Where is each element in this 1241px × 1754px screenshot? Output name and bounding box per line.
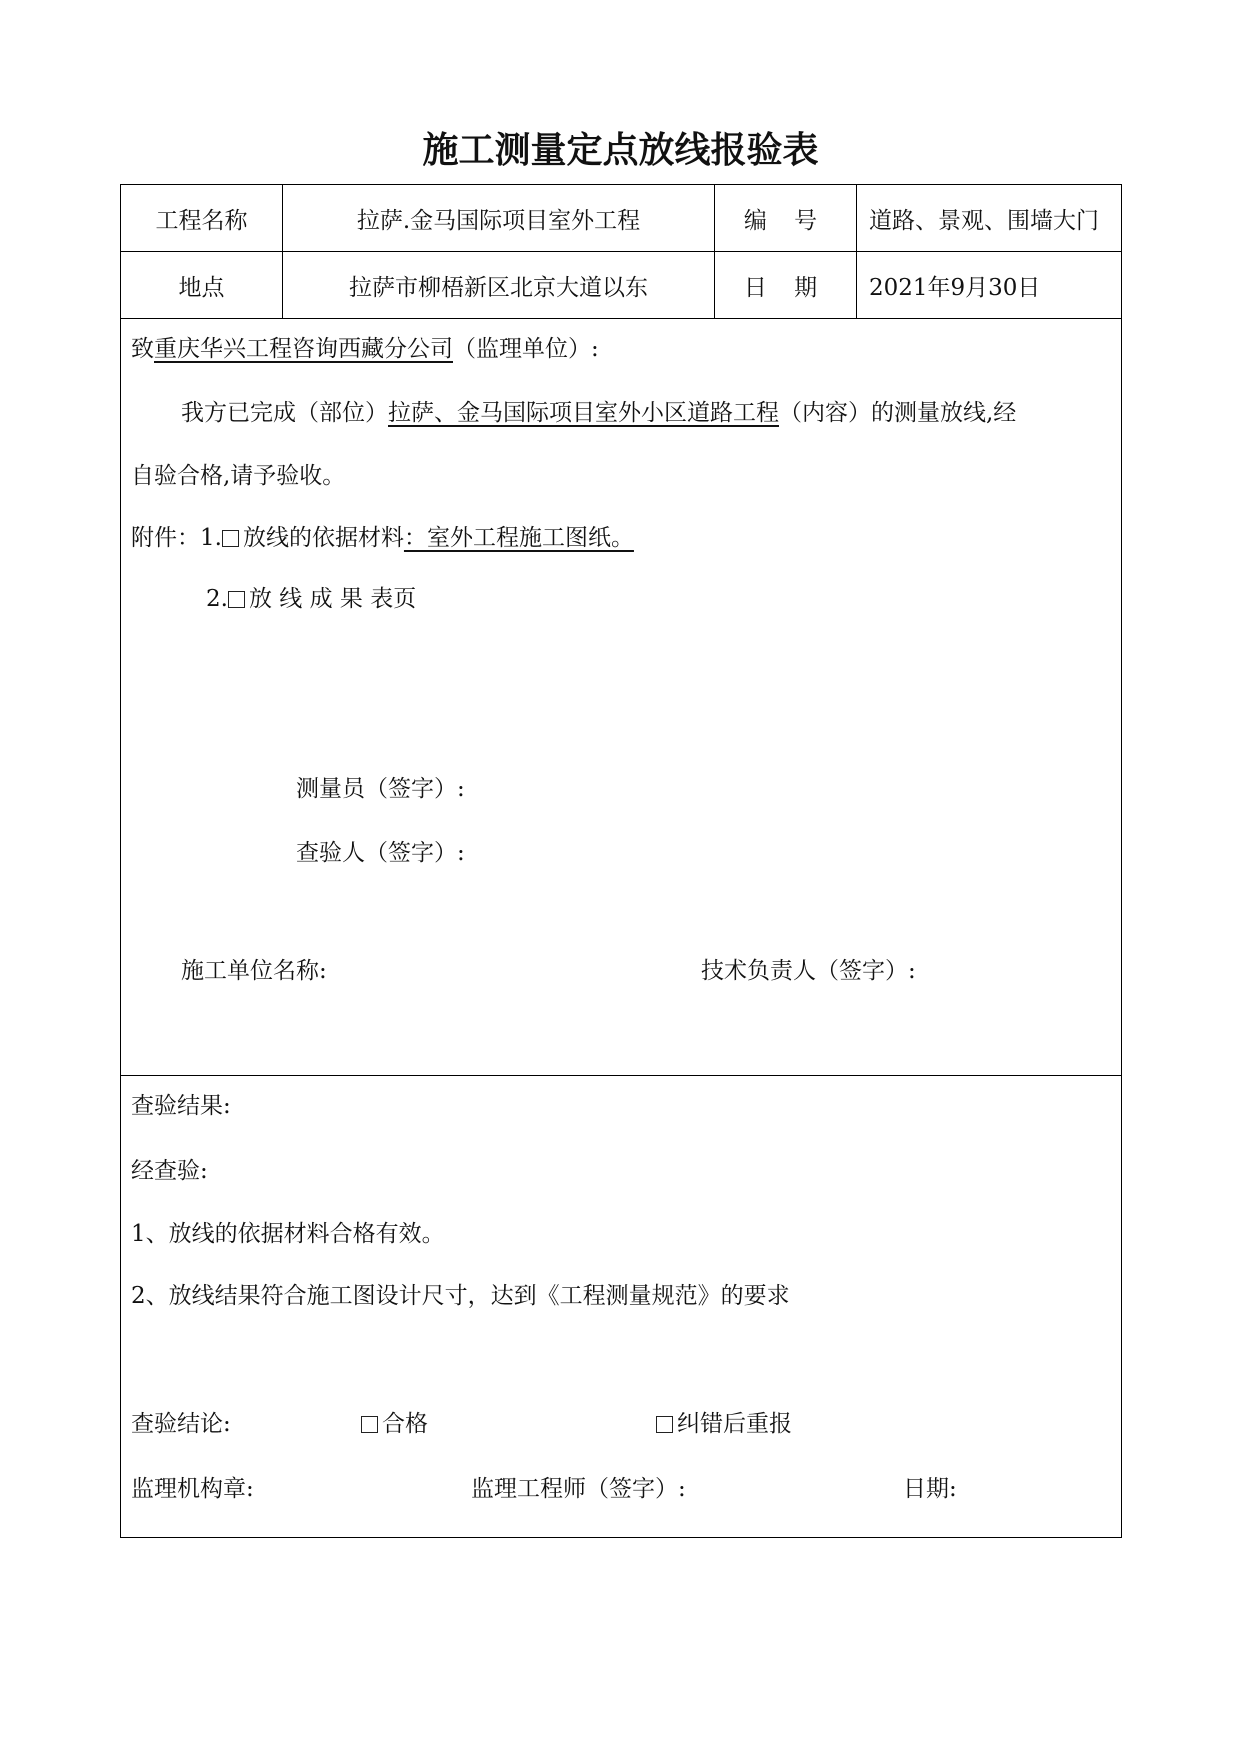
checkbox-results-table[interactable]	[228, 591, 245, 608]
tech-lead-signature: 技术负责人（签字）:	[701, 958, 916, 984]
inspection-form	[120, 184, 1122, 1538]
option-redo[interactable]	[656, 1409, 792, 1439]
header-row-project	[121, 185, 1121, 252]
location-label: 地点	[121, 252, 283, 318]
inspector-signature: 查验人（签字）:	[296, 840, 465, 866]
pass-label: 合格	[382, 1411, 428, 1437]
attachment-1	[131, 523, 634, 553]
date-label: 日 期	[715, 252, 857, 318]
result-heading: 查验结果:	[131, 1093, 231, 1119]
addressee-line	[131, 334, 599, 364]
basis-materials-label: 放线的依据材料	[242, 525, 404, 551]
header-row-location	[121, 252, 1121, 319]
form-title: 施工测量定点放线报验表	[422, 129, 819, 171]
completion-suffix: （内容）的测量放线,经	[779, 400, 1017, 426]
result-intro: 经查验:	[131, 1158, 208, 1184]
option-pass[interactable]	[361, 1409, 428, 1439]
result-item-1: 1、放线的依据材料合格有效。	[131, 1221, 445, 1247]
basis-materials-value: ：室外工程施工图纸。	[403, 525, 634, 551]
location-value: 拉萨市柳梧新区北京大道以东	[283, 252, 715, 318]
checkbox-basis-materials[interactable]	[222, 530, 239, 547]
addressee-prefix: 致	[131, 336, 154, 362]
addressee-suffix: （监理单位）:	[453, 336, 599, 362]
checkbox-pass[interactable]	[361, 1416, 378, 1433]
redo-label: 纠错后重报	[677, 1411, 792, 1437]
supervision-seal: 监理机构章:	[131, 1476, 254, 1502]
project-name-label: 工程名称	[121, 185, 283, 251]
project-name-value: 拉萨.金马国际项目室外工程	[283, 185, 715, 251]
result-section	[121, 1076, 1121, 1538]
number-label: 编 号	[715, 185, 857, 251]
conclusion-label: 查验结论:	[131, 1411, 231, 1437]
checkbox-redo[interactable]	[656, 1416, 673, 1433]
attachment-prefix: 附件：1.	[131, 525, 222, 551]
surveyor-signature: 测量员（签字）:	[296, 776, 465, 802]
completion-line	[181, 398, 1016, 428]
result-item-2: 2、放线结果符合施工图设计尺寸，达到《工程测量规范》的要求	[131, 1283, 790, 1309]
results-table-label: 放 线 成 果 表页	[248, 586, 417, 612]
date-value: 2021年9月30日	[869, 274, 1041, 301]
contractor-name: 施工单位名称:	[181, 958, 327, 984]
attachment-2	[206, 584, 416, 614]
engineer-signature: 监理工程师（签字）:	[471, 1476, 686, 1502]
completion-prefix: 我方已完成（部位）	[181, 400, 388, 426]
number-value: 道路、景观、围墙大门	[869, 207, 1099, 234]
completed-work: 拉萨、金马国际项目室外小区道路工程	[388, 400, 779, 426]
result-date: 日期:	[903, 1476, 957, 1502]
attachment-2-number: 2.	[206, 586, 228, 612]
request-section	[121, 319, 1121, 1076]
supervision-unit: 重庆华兴工程咨询西藏分公司	[154, 336, 453, 362]
self-check-line: 自验合格,请予验收。	[131, 463, 346, 489]
